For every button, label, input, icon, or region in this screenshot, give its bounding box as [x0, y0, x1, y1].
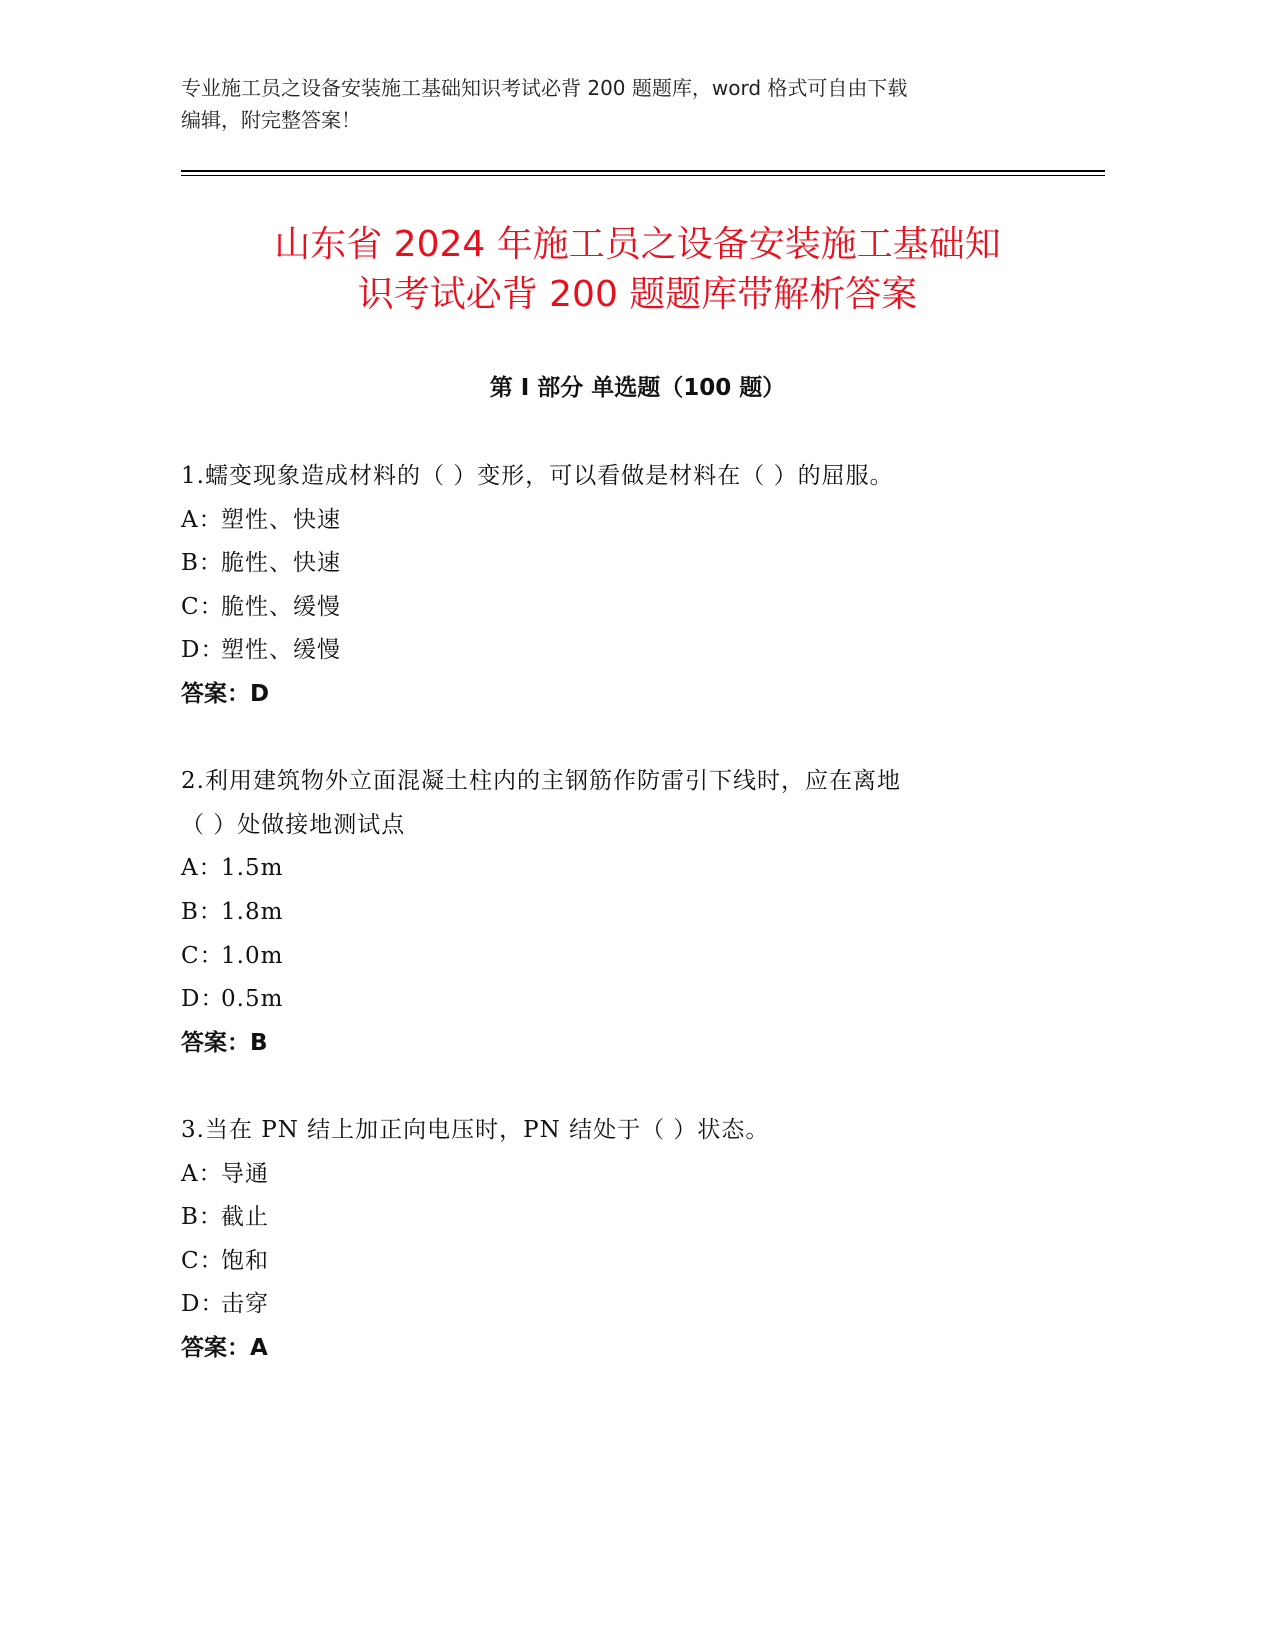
- option-label: A：: [181, 855, 223, 882]
- document-title: [150, 220, 1125, 320]
- option-c: [181, 1241, 1111, 1285]
- header-rule-thick: [181, 170, 1105, 172]
- header-rule-thin: [181, 175, 1105, 176]
- option-text: 1.0m: [221, 942, 284, 969]
- option-label: A：: [181, 506, 223, 533]
- header-note-line-1: 专业施工员之设备安装施工基础知识考试必背 200 题题库，word 格式可自由下载: [181, 76, 908, 100]
- option-text: 塑性、快速: [221, 506, 341, 533]
- option-text: 击穿: [221, 1291, 269, 1318]
- document-title-line-2: 识考试必背 200 题题库带解析答案: [357, 274, 918, 315]
- option-a: [181, 500, 1111, 544]
- option-label: C：: [181, 1247, 224, 1274]
- question-stem-continued: （ ）处做接地测试点: [181, 811, 406, 838]
- option-a: [181, 1154, 1111, 1198]
- option-label: C：: [181, 942, 224, 969]
- option-text: 脆性、快速: [221, 550, 341, 577]
- option-c: [181, 936, 1111, 980]
- option-text: 1.5m: [221, 855, 284, 882]
- option-label: C：: [181, 593, 224, 620]
- question-stem: 1.蠕变现象造成材料的（ ）变形，可以看做是材料在（ ）的屈服。: [181, 463, 894, 489]
- option-a: [181, 848, 1111, 892]
- option-d: [181, 979, 1111, 1023]
- option-label: D：: [181, 986, 225, 1013]
- header-note: [181, 72, 1081, 136]
- question-list: [181, 456, 1111, 1371]
- option-text: 饱和: [221, 1247, 269, 1274]
- question-stem: 2.利用建筑物外立面混凝土柱内的主钢筋作防雷引下线时，应在离地: [181, 768, 901, 795]
- option-d: [181, 630, 1111, 674]
- option-text: 0.5m: [221, 986, 284, 1013]
- answer: 答案：B: [181, 1029, 268, 1056]
- option-label: D：: [181, 637, 225, 664]
- option-label: A：: [181, 1160, 223, 1187]
- question-spacer: [181, 1066, 1111, 1110]
- option-c: [181, 587, 1111, 631]
- option-b: [181, 1197, 1111, 1241]
- option-b: [181, 892, 1111, 936]
- option-text: 截止: [221, 1204, 269, 1231]
- question-spacer: [181, 718, 1111, 762]
- question-3: [181, 1110, 1111, 1372]
- question-1: [181, 456, 1111, 718]
- option-text: 导通: [221, 1160, 269, 1187]
- option-label: B：: [181, 1204, 223, 1231]
- option-text: 1.8m: [221, 898, 284, 925]
- option-label: D：: [181, 1291, 225, 1318]
- option-d: [181, 1284, 1111, 1328]
- question-2: [181, 761, 1111, 1066]
- header-note-line-2: 编辑，附完整答案！: [181, 108, 361, 132]
- section-title: 第 I 部分 单选题（100 题）: [489, 375, 786, 401]
- option-label: B：: [181, 550, 223, 577]
- answer: 答案：A: [181, 1334, 268, 1361]
- document-title-line-1: 山东省 2024 年施工员之设备安装施工基础知: [274, 224, 1001, 265]
- option-text: 脆性、缓慢: [221, 593, 341, 620]
- option-b: [181, 543, 1111, 587]
- question-stem: 3.当在 PN 结上加正向电压时，PN 结处于（ ）状态。: [181, 1116, 770, 1143]
- option-text: 塑性、缓慢: [221, 637, 341, 664]
- option-label: B：: [181, 898, 223, 925]
- answer: 答案：D: [181, 680, 270, 707]
